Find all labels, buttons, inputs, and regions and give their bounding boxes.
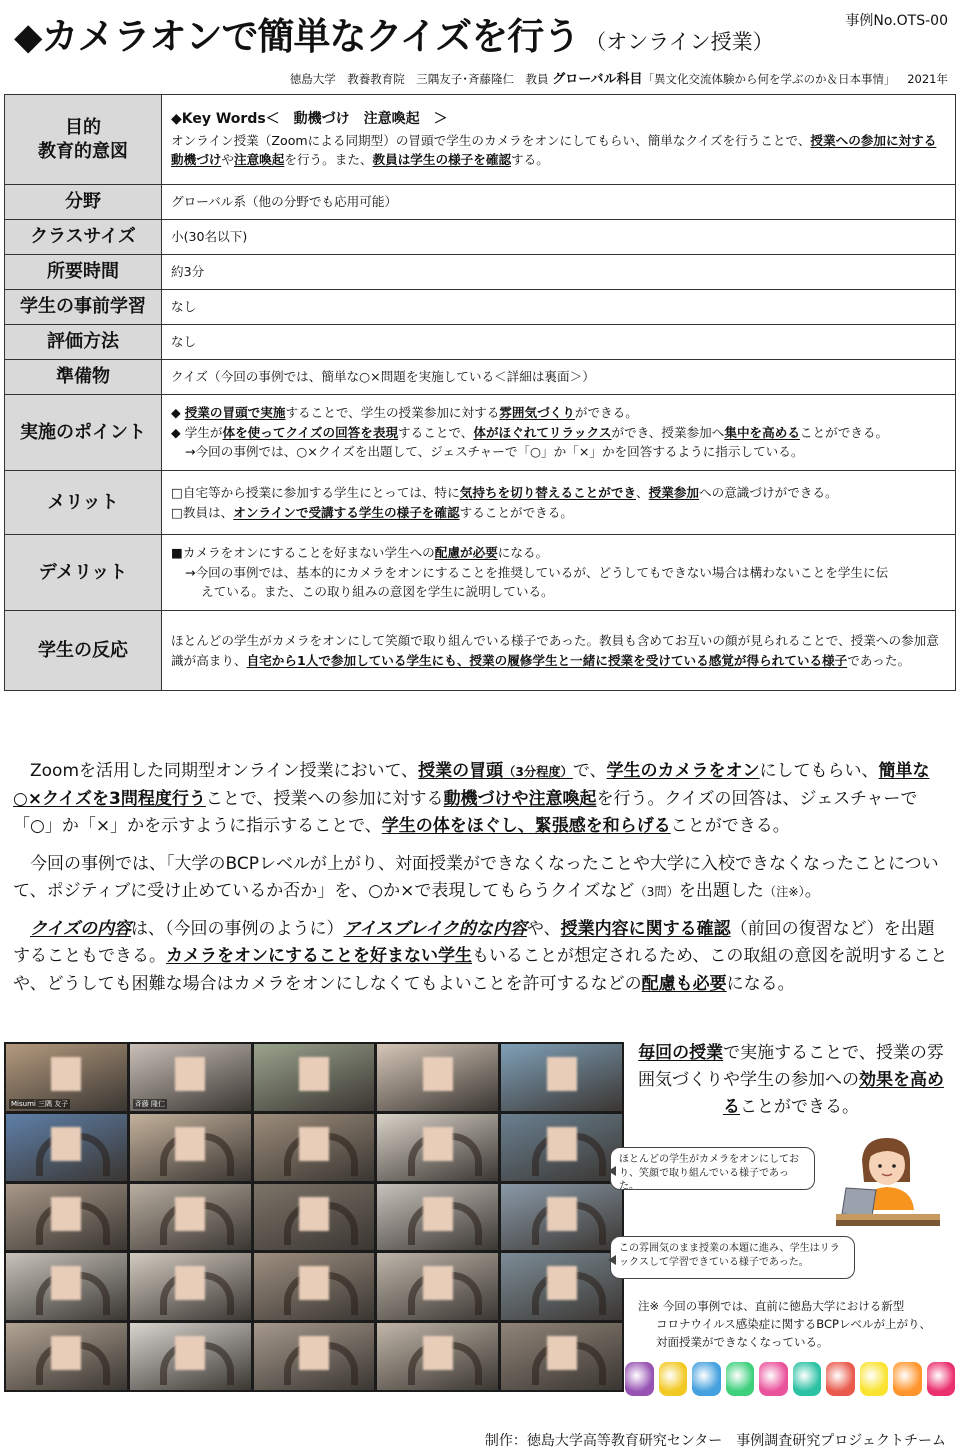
header [0,0,960,90]
label-merit: メリット [5,471,162,535]
demerit-l1-b: 配慮が必要 [434,545,498,561]
label-purpose-2: 教育的意図 [38,140,128,162]
label-time: 所要時間 [5,255,162,290]
blurred-face [423,1266,453,1300]
video-tile [377,1044,498,1111]
points-l2-c: することで、 [398,424,474,440]
video-tile [6,1253,127,1320]
p1-k: 学生の体をほぐし、緊張感を和らげる [381,816,671,837]
demerit-line-3: えている。また、この取り組みの意図を学生に説明している。 [201,584,554,600]
points-l1-d: 雰囲気づくり [499,405,575,421]
blurred-face [51,1336,81,1370]
row-prep-study [5,290,956,325]
color-swatches [625,1362,955,1396]
color-swatch [759,1362,788,1396]
color-swatch [826,1362,855,1396]
blurred-face [51,1057,81,1091]
blurred-face [547,1266,577,1300]
footnote [638,1298,958,1351]
video-tile [254,1114,375,1181]
desk-edge-shape [836,1220,940,1226]
row-evaluation [5,325,956,360]
p1-l: ことができる。 [670,816,790,837]
points-l1-e: ができる。 [574,405,638,421]
note-line-1: 注※ 今回の事例では、直前に徳島大学における新型 [638,1299,905,1313]
label-reaction: 学生の反応 [5,611,162,691]
footer-credit: 制作：徳島大学高等教育研究センター 事例調査研究プロジェクトチーム [484,1433,946,1449]
row-class-size [5,220,956,255]
p2-e: 。 [804,881,822,902]
points-l1-a: ◆ [171,405,185,421]
points-l2-b: 体を使ってクイズの回答を表現 [222,424,399,440]
color-swatch [659,1362,688,1396]
title-main: ◆カメラオンで簡単なクイズを行う [14,15,580,58]
merit-l1-b: 気持ちを切り替えることができ [459,484,637,500]
purpose-text-3: や [221,152,234,168]
right-text-d: ことができる。 [740,1097,859,1118]
merit-l1-a: □自宅等から授業に参加する学生にとっては、特に [171,484,460,500]
reaction-text-1: ほとんどの学生がカメラをオンにして笑顔で取り組んでいる様子であった。教員も含めてお互いの顔が見られることで、授業への参加意識が高まり、 [171,632,939,668]
blurred-face [547,1127,577,1161]
color-swatch [927,1362,956,1396]
title-subtitle: （オンライン授業） [585,30,774,54]
p2-c: を出題した [678,881,764,902]
merit-l1-d: 授業参加 [648,484,699,500]
blurred-face [423,1057,453,1091]
row-materials [5,360,956,395]
label-field: 分野 [5,185,162,220]
color-swatch [625,1362,654,1396]
video-tile [130,1323,251,1390]
value-purpose [162,95,956,185]
label-prep-study: 学生の事前学習 [5,290,162,325]
color-swatch [860,1362,889,1396]
p1-b: 授業の冒頭 [418,761,504,781]
blurred-face [175,1197,205,1231]
p3-i: 配慮も必要 [641,973,727,994]
byline-authors: 徳島大学 教養教育院 三隅友子･斉藤隆仁 教員 [289,72,549,86]
merit-l1-c: 、 [636,484,649,500]
p1-g: 簡単な○×クイズを3問程度行う [13,761,930,809]
byline [290,68,948,87]
row-demerit [5,535,956,611]
blurred-face [299,1057,329,1091]
blurred-face [423,1197,453,1231]
zoom-gallery-photo [4,1042,624,1392]
p3-d: や、 [526,918,561,939]
note-line-2: コロナウイルス感染症に関するBCPレベルが上がり、 [656,1316,931,1331]
blurred-face [299,1336,329,1370]
demerit-line-1 [171,543,946,563]
student-laptop-illustration [832,1130,944,1230]
p1-h: ことで、授業への参加に対する [205,788,444,809]
merit-l2-a: □教員は、 [171,504,234,520]
color-swatch [893,1362,922,1396]
p1-d: で、 [572,761,607,781]
label-purpose [5,95,162,185]
desk-shape [836,1214,940,1220]
video-tile [130,1184,251,1251]
blurred-face [175,1127,205,1161]
info-table [4,94,956,691]
eye-left [878,1164,882,1168]
video-tile [130,1114,251,1181]
purpose-text-7: する。 [511,152,549,168]
video-tile [377,1323,498,1390]
merit-l1-e: への意識づけができる。 [699,484,838,500]
right-caption [636,1040,946,1122]
demerit-line-2: →今回の事例では、基本的にカメラをオンにすることを推奨しているが、どうしてもできない場合は構わないことを学生に伝 [185,564,889,580]
row-field [5,185,956,220]
blurred-face [423,1127,453,1161]
points-l1-c: することで、学生の授業参加に対する [285,405,500,421]
value-demerit [162,535,956,611]
note-line-3: 対面授業ができなくなっている。 [656,1334,829,1349]
video-tile [254,1044,375,1111]
p2-b: （3問） [634,885,679,900]
color-swatch [726,1362,755,1396]
blurred-face [51,1197,81,1231]
blurred-face [51,1266,81,1300]
blurred-face [547,1197,577,1231]
purpose-text-4: 注意喚起 [233,152,285,168]
right-text-c: 効果を高める [723,1070,944,1118]
video-tile [501,1323,622,1390]
demerit-l1-a: ■カメラをオンにすることを好まない学生への [171,545,435,561]
p3-h: もいることが想定されるため、この取組の意図を説明することや、どうしても困難な場合はカメラをオンにしなくてもよいことを許可するなどの [13,946,948,994]
value-prep-study: なし [162,290,956,325]
video-tile [254,1323,375,1390]
purpose-text-5: を行う。また、 [284,152,373,168]
row-points [5,395,956,471]
video-tile [254,1184,375,1251]
p2-d: （注※） [763,885,805,900]
blurred-face [423,1336,453,1370]
value-reaction [162,611,956,691]
points-line-1 [171,403,946,423]
right-text-a: 毎回の授業 [638,1043,724,1063]
label-evaluation: 評価方法 [5,325,162,360]
value-materials: クイズ（今回の事例では、簡単な○×問題を実施している＜詳細は裏面＞） [162,360,956,395]
p3-c: アイスブレイク的な内容 [343,918,527,939]
blurred-face [299,1127,329,1161]
blurred-face [547,1057,577,1091]
label-points: 実施のポイント [5,395,162,471]
page-title [14,6,774,60]
keywords: ◆Key Words＜ 動機づけ 注意喚起 ＞ [171,111,448,128]
body-paragraph-1 [13,758,949,841]
color-swatch [793,1362,822,1396]
video-tile [6,1044,127,1111]
byline-year: 2021年 [907,72,948,86]
body-paragraph-3 [13,916,949,999]
merit-l2-b: オンラインで受講する学生の様子を確認 [233,504,460,520]
blurred-face [299,1266,329,1300]
right-text-b: で実施することで、授業の雰囲気づくりや学生の参加への [638,1043,944,1091]
blurred-face [175,1266,205,1300]
blurred-face [299,1197,329,1231]
purpose-text-6: 教員は学生の様子を確認 [372,152,512,168]
points-l2-a: ◆ 学生が [171,424,223,440]
participant-name: 斉藤 隆仁 [134,1099,166,1108]
video-tile [377,1184,498,1251]
p2-a: 今回の事例では、「大学のBCPレベルが上がり、対面授業ができなくなったことや大学に入校できなくなったことについて、ポジティブに受け止めているか否か」を、○か×で表現してもらうクイズなど [13,853,939,902]
p3-b: は、（今回の事例のように） [130,918,344,939]
video-tile [501,1184,622,1251]
value-time: 約3分 [162,255,956,290]
value-field: グローバル系（他の分野でも応用可能） [162,185,956,220]
p3-j: になる。 [726,973,795,994]
purpose-text-2: 授業への参加に対する動機づけ [171,132,937,168]
value-points [162,395,956,471]
eye-right [892,1164,896,1168]
value-evaluation: なし [162,325,956,360]
body-text [13,758,949,1008]
row-time [5,255,956,290]
video-tile [254,1253,375,1320]
p1-c: （3分程度） [503,765,573,779]
laptop-screen [842,1188,876,1216]
row-reaction [5,611,956,691]
video-tile [130,1044,251,1111]
color-swatch [692,1362,721,1396]
p3-e: 授業内容に関する確認 [560,918,731,939]
points-l2-f: 集中を高める [724,424,800,440]
p3-a: クイズの内容 [30,918,131,939]
row-merit [5,471,956,535]
label-materials: 準備物 [5,360,162,395]
body-paragraph-2 [13,851,949,906]
video-tile [377,1253,498,1320]
p1-e: 学生のカメラをオン [606,761,760,781]
purpose-text-1: オンライン授業（Zoomによる同期型）の冒頭で学生のカメラをオンにしてもらい、簡単なクイズを行うことで、 [171,132,811,148]
p1-j: を行う。クイズの回答は、ジェスチャーで「○」か「×」かを示すように指示することで、 [13,788,918,837]
byline-subject: グローバル科目 [552,72,643,87]
video-tile [501,1044,622,1111]
p1-i: 動機づけや注意喚起 [443,788,597,809]
merit-line-1 [171,483,946,503]
p3-f: （前回の復習など）を出題することもできる。 [13,918,935,967]
blurred-face [175,1336,205,1370]
points-line-2 [171,423,946,443]
points-l2-e: ができ、授業参加へ [611,424,725,440]
points-l2-g: ことができる。 [799,424,889,440]
p3-g: カメラをオンにすることを好まない学生 [166,946,472,967]
video-tile [6,1323,127,1390]
blurred-face [175,1057,205,1091]
points-l2-d: 体がほぐれてリラックス [473,424,612,440]
reaction-text-3: であった。 [847,652,911,668]
points-l1-b: 授業の冒頭で実施 [184,405,286,421]
p1-f: にしてもらい、 [759,761,879,781]
label-purpose-1: 目的 [65,117,101,139]
participant-name: Misumi 三隅 友子 [11,1099,69,1108]
value-merit [162,471,956,535]
video-tile [6,1114,127,1181]
byline-course: 「異文化交流体験から何を学ぶのか＆日本事情」 [642,72,896,86]
label-demerit: デメリット [5,535,162,611]
row-purpose [5,95,956,185]
demerit-l1-c: になる。 [497,545,549,561]
merit-l2-c: することができる。 [459,504,573,520]
speech-bubble-1: ほとんどの学生がカメラをオンにしており、笑顔で取り組んでいる様子であった。 [610,1147,815,1190]
merit-line-2 [171,503,946,523]
blurred-face [51,1127,81,1161]
reaction-text-2: 自宅から1人で参加している学生にも、授業の履修学生と一緒に授業を受けている感覚が得られている様子 [246,652,848,668]
video-tile [377,1114,498,1181]
case-number: 事例No.OTS-00 [845,13,948,29]
label-class-size: クラスサイズ [5,220,162,255]
video-tile [6,1184,127,1251]
value-class-size: 小(30名以下) [162,220,956,255]
video-tile [130,1253,251,1320]
points-line-3: →今回の事例では、○×クイズを出題して、ジェスチャーで「○」か「×」かを回答するように指示している。 [185,444,804,460]
speech-bubble-2: この雰囲気のまま授業の本題に進み、学生はリラックスして学習できている様子であった。 [610,1236,855,1279]
blurred-face [547,1336,577,1370]
p1-a: Zoomを活用した同期型オンライン授業において、 [30,761,419,781]
